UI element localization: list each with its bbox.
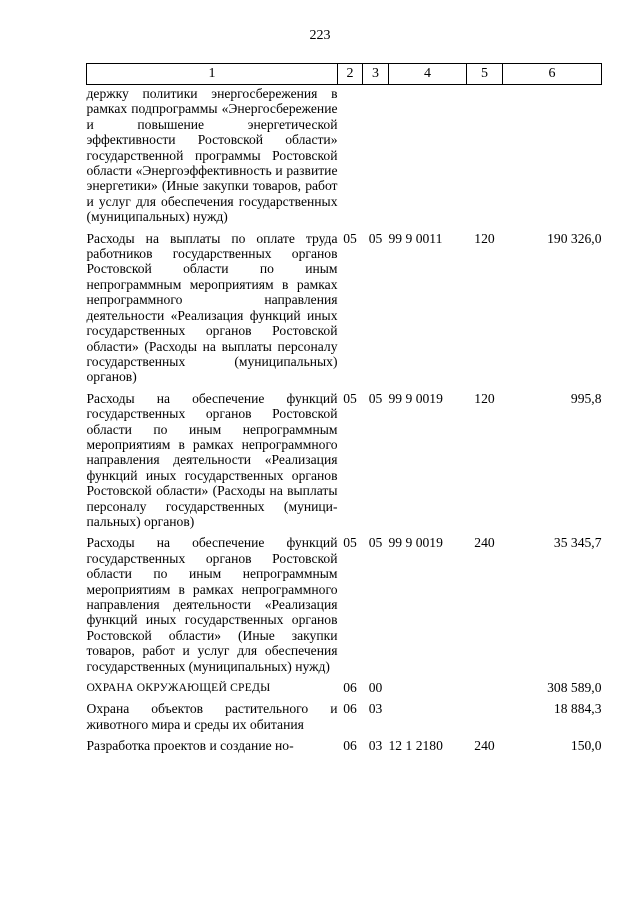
column-header-6: 6 [503,64,602,85]
row-subsection-code: 05 [368,535,383,551]
table-row [87,535,602,680]
row-section-code: 05 [343,535,357,551]
table-header-row [87,64,602,85]
row-description: Охрана объектов растительного и животного мира и среды их обитания [86,701,338,732]
row-subsection-code: 05 [368,230,383,246]
table-row [87,85,602,231]
row-expense-type: 120 [474,390,495,406]
column-header-2: 2 [338,64,363,85]
column-header-1: 1 [87,64,338,85]
row-subsection-code: 05 [368,390,383,406]
row-description: Расходы на выплаты по оплате труда работников государственных органов Ростовской области по иным непрограммным мероприятиям в рамках непрограммного направления деятельности «Реализация функций иных государственных органов Ростовской области» (Расходы на выплаты персоналу государственных (муниципальных) органов) [86,230,338,385]
row-subsection-code [363,85,389,231]
row-target-article [389,701,467,738]
row-target-article [389,85,467,231]
page-number: 223 [309,28,331,43]
row-expense-type [467,701,503,738]
table-row [87,738,602,753]
row-amount: 150,0 [570,738,602,754]
row-amount: 308 589,0 [547,680,602,696]
column-header-5: 5 [467,64,503,85]
row-amount [503,85,602,231]
row-section-code: 06 [343,738,357,754]
table-row [87,701,602,738]
row-amount: 18 884,3 [553,701,602,717]
row-section-code: 06 [343,680,357,696]
row-description: Расходы на обеспечение функций государственных органов Ростовской области по иным непрограммным мероприятиям в рамках непрограммного направления деятельности «Реализация функций иных государственных органов Ростовской области» (Иные закупки товаров, работ и услуг для обеспечения государственных (муниципальных) нужд) [86,535,338,674]
row-description: ОХРАНА ОКРУЖАЮЩЕЙ СРЕДЫ [86,681,271,695]
row-expense-type [467,680,503,701]
row-expense-type [467,85,503,231]
column-header-3: 3 [363,64,389,85]
row-target-article: 99 9 0011 [388,230,443,246]
table-row [87,231,602,391]
row-description: держку политики энергосбережения в рамках подпрограммы «Энергосбережение и повышение энергетической эффективности Ростовской области» государственной программы Ростовской области «Энергоэффективность и развитие энергетики» (Иные закупки товаров, работ и услуг для обеспечения государственных (муниципальных) нужд) [86,86,338,225]
row-amount: 995,8 [570,390,602,406]
row-subsection-code: 03 [368,701,383,717]
row-description: Расходы на обеспечение функций государственных органов Ростовской области по иным непрограммным мероприятиям в рамках непрограммного направления деятельности «Реализация функций иных государственных органов Ростовской области» (Расходы на выплаты персоналу государственных (муниципальных) органов) [86,390,338,529]
row-description: Разработка проектов и создание но- [86,738,294,754]
table-row [87,680,602,701]
row-amount: 190 326,0 [547,230,602,246]
budget-table [86,63,602,754]
table-row [87,391,602,536]
row-subsection-code: 00 [368,680,383,696]
row-expense-type: 240 [474,535,495,551]
row-section-code: 05 [343,230,357,246]
row-target-article: 99 9 0019 [388,390,443,406]
row-target-article: 12 1 2180 [388,738,443,754]
row-section-code [338,85,363,231]
row-amount: 35 345,7 [553,535,602,551]
row-target-article [389,680,467,701]
row-subsection-code: 03 [368,738,383,754]
row-expense-type: 240 [474,738,495,754]
row-target-article: 99 9 0019 [388,535,443,551]
column-header-4: 4 [389,64,467,85]
row-section-code: 06 [343,701,357,717]
row-expense-type: 120 [474,230,495,246]
row-section-code: 05 [343,390,357,406]
